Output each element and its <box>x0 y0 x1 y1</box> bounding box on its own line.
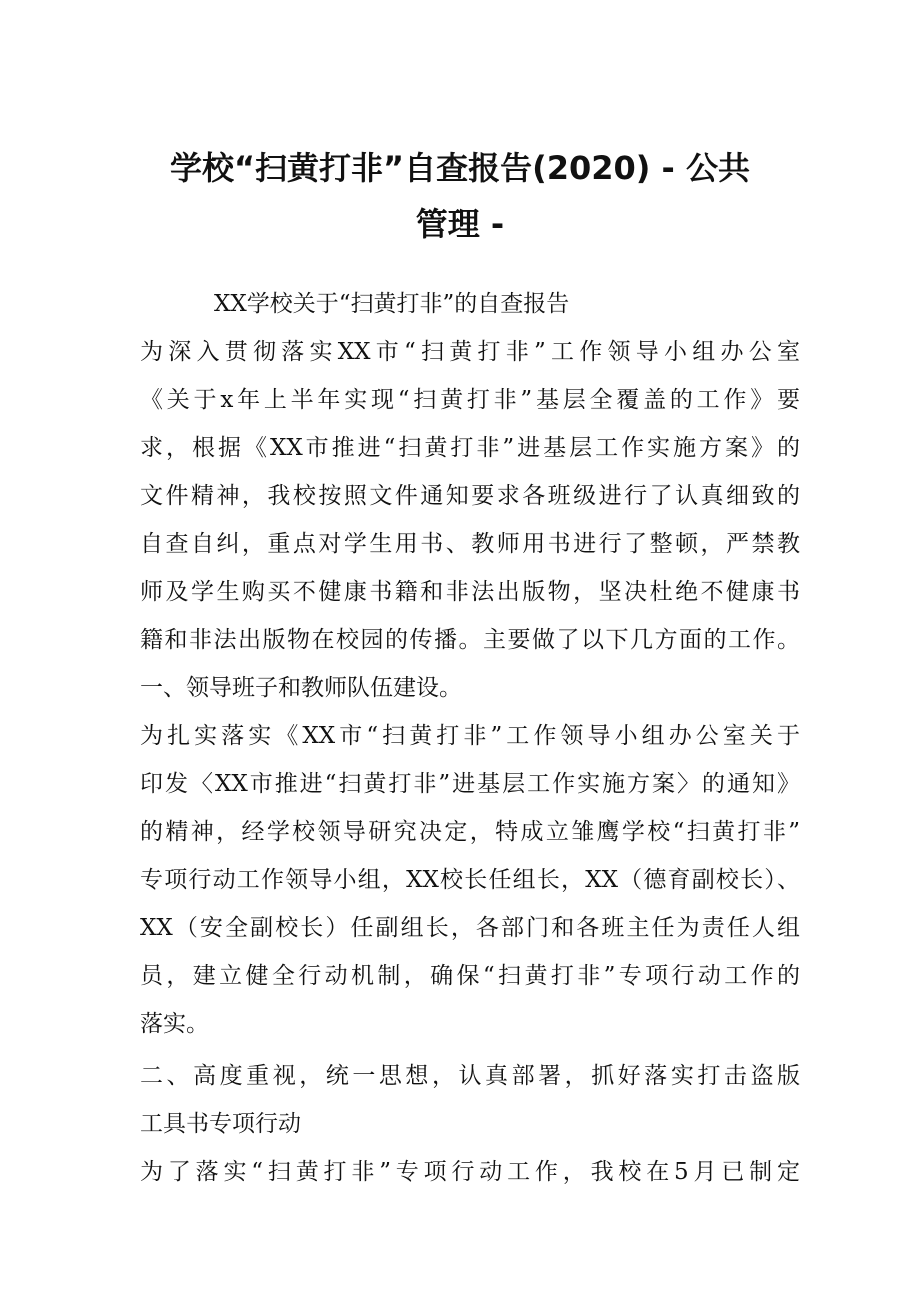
report-subtitle: XX学校关于“扫黄打非”的自查报告 <box>214 291 570 317</box>
paragraph-line: 的精神，经学校领导研究决定，特成立雏鹰学校“扫黄打非” <box>140 819 800 845</box>
document-title <box>100 140 820 252</box>
section-heading-2: 二、高度重视，统一思想，认真部署，抓好落实打击盗版 <box>140 1063 800 1089</box>
title-line-1: 学校“扫黄打非”自查报告(2020) - 公共 <box>170 149 750 187</box>
paragraph-line: 籍和非法出版物在校园的传播。主要做了以下几方面的工作。 <box>140 627 800 653</box>
paragraph-line: 《关于x年上半年实现“扫黄打非”基层全覆盖的工作》要 <box>140 387 800 413</box>
paragraph-line: 员，建立健全行动机制，确保“扫黄打非”专项行动工作的 <box>140 963 800 989</box>
paragraph-line: 专项行动工作领导小组，XX校长任组长，XX（德育副校长）、 <box>140 867 800 893</box>
paragraph-line: 自查自纠，重点对学生用书、教师用书进行了整顿，严禁教 <box>140 531 800 557</box>
paragraph-line: 为扎实落实《XX市“扫黄打非”工作领导小组办公室关于 <box>140 723 800 749</box>
paragraph-line: 文件精神，我校按照文件通知要求各班级进行了认真细致的 <box>140 483 800 509</box>
paragraph-line: 印发〈XX市推进“扫黄打非”进基层工作实施方案〉的通知》 <box>140 771 800 797</box>
paragraph-line: 求，根据《XX市推进“扫黄打非”进基层工作实施方案》的 <box>140 435 800 461</box>
paragraph-line: 为深入贯彻落实XX市“扫黄打非”工作领导小组办公室 <box>140 339 800 365</box>
section-heading-1: 一、领导班子和教师队伍建设。 <box>140 675 462 701</box>
paragraph-line: 落实。 <box>140 1011 209 1037</box>
paragraph-line: 为了落实“扫黄打非”专项行动工作，我校在5月已制定 <box>140 1159 800 1185</box>
title-line-2: 管理 - <box>415 205 505 243</box>
paragraph-line: XX（安全副校长）任副组长，各部门和各班主任为责任人组 <box>140 915 800 941</box>
section-heading-2-cont: 工具书专项行动 <box>140 1111 301 1137</box>
paragraph-line: 师及学生购买不健康书籍和非法出版物，坚决杜绝不健康书 <box>140 579 800 605</box>
